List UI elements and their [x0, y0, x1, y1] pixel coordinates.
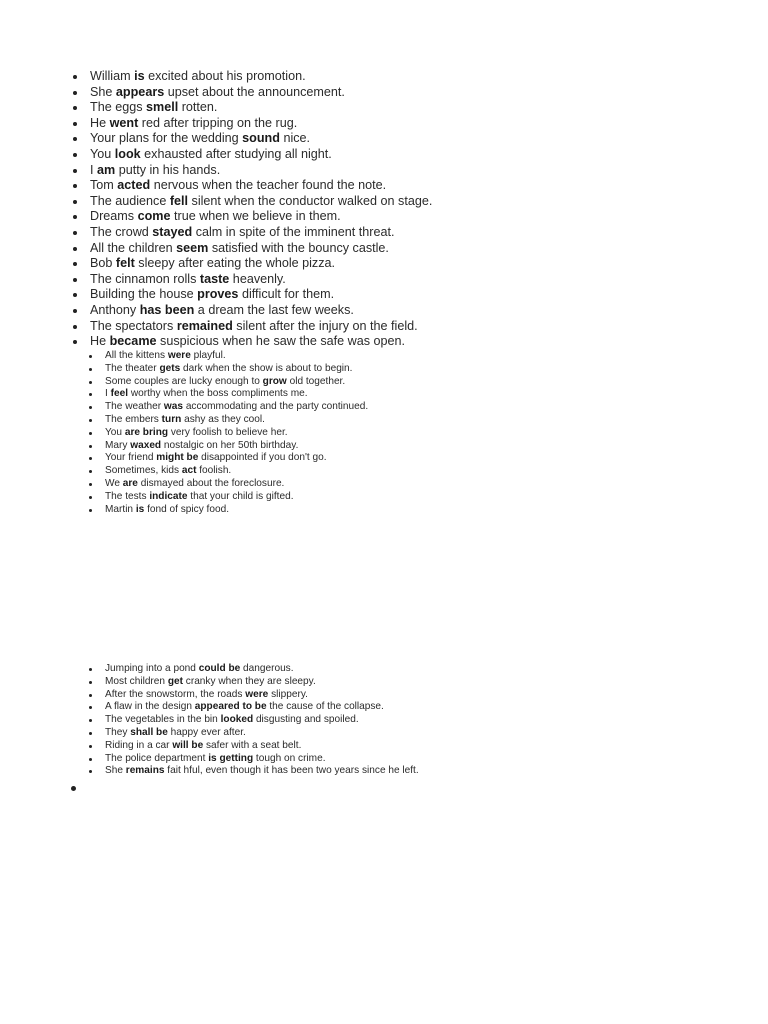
list-item: [90, 272, 432, 288]
linking-verb: fell: [169, 193, 189, 208]
list-item: [105, 491, 368, 504]
list-item: [90, 85, 432, 101]
linking-verb: were: [245, 688, 269, 700]
linking-verb: has been: [139, 302, 195, 317]
sentence-end: disgusting and spoiled.: [253, 714, 359, 726]
list-item: [90, 163, 432, 179]
sentence-end: satisfied with the bouncy castle.: [208, 240, 389, 255]
sentence-end: nostalgic on her 50th birthday.: [161, 439, 299, 451]
linking-verb: felt: [115, 256, 135, 271]
sentence-start: The police department: [105, 752, 209, 764]
linking-verb: taste: [199, 271, 230, 286]
empty-bullet: [71, 786, 76, 791]
sentence-start: All the children: [90, 240, 177, 255]
sentence-start: The spectators: [90, 318, 177, 333]
sentence-start: Anthony: [90, 302, 140, 317]
list-item: [105, 753, 419, 766]
linking-verb: act: [181, 465, 197, 477]
linking-verb: stayed: [152, 224, 193, 239]
sentence-end: exhausted after studying all night.: [140, 146, 332, 161]
sentence-end: worthy when the boss compliments me.: [128, 388, 308, 400]
list-item: [105, 363, 368, 376]
linking-verb: appears: [115, 84, 165, 99]
sentence-start: Your friend: [105, 452, 157, 464]
list-item: [105, 478, 368, 491]
list-item: [105, 740, 419, 753]
sentence-start: The embers: [105, 413, 162, 425]
linking-verb: was: [163, 401, 184, 413]
sentence-end: dismayed about the foreclosure.: [137, 477, 285, 489]
sentence-end: playful.: [190, 350, 226, 361]
sentence-start: He: [90, 115, 110, 130]
sentence-start: Some couples are lucky enough to: [105, 375, 263, 387]
list-item: [105, 701, 419, 714]
sentence-start: Tom: [90, 178, 118, 193]
linking-verb: are: [122, 477, 138, 489]
sentence-start: She: [90, 84, 116, 99]
list-item: [90, 334, 432, 350]
sentence-start: Jumping into a pond: [105, 663, 199, 674]
linking-verb: is: [135, 503, 145, 515]
list-item: [105, 504, 368, 517]
sentence-end: disappointed if you don't go.: [198, 452, 327, 464]
linking-verb: remained: [176, 318, 233, 333]
sentence-end: silent after the injury on the field.: [232, 318, 418, 333]
sentence-start: I: [105, 388, 111, 400]
sentence-end: ashy as they cool.: [181, 413, 265, 425]
sentence-end: slippery.: [268, 688, 308, 700]
sentence-end: excited about his promotion.: [144, 69, 306, 83]
list-item: [105, 376, 368, 389]
linking-verb: get: [167, 675, 183, 687]
list-item: [105, 452, 368, 465]
sentence-end: safer with a seat belt.: [203, 739, 302, 751]
sentence-start: All the kittens: [105, 350, 168, 361]
sentence-start: Bob: [90, 256, 116, 271]
linking-verb: feel: [110, 388, 129, 400]
sentence-start: I: [90, 162, 97, 177]
sentence-start: The vegetables in the bin: [105, 714, 221, 726]
sentence-end: happy ever after.: [167, 726, 246, 738]
list-item: [90, 147, 432, 163]
linking-verb: became: [109, 334, 157, 349]
sentence-end: foolish.: [196, 465, 232, 477]
sentence-list-small-1: [105, 350, 368, 516]
list-item: [90, 225, 432, 241]
linking-verb: acted: [117, 178, 151, 193]
linking-verb: is: [134, 69, 145, 83]
sentence-end: fond of spicy food.: [144, 503, 230, 515]
sentence-start: After the snowstorm, the roads: [105, 688, 246, 700]
list-item: [105, 465, 368, 478]
linking-verb: is getting: [208, 752, 254, 764]
list-item: [90, 194, 432, 210]
linking-verb: shall be: [130, 726, 168, 738]
sentence-end: dark when the show is about to begin.: [180, 362, 353, 374]
linking-verb: could be: [198, 663, 241, 674]
list-item: [105, 689, 419, 702]
sentence-start: The eggs: [90, 100, 147, 115]
linking-verb: might be: [156, 452, 199, 464]
sentence-list-large: [90, 69, 432, 350]
sentence-end: tough on crime.: [253, 752, 326, 764]
sentence-start: The theater: [105, 362, 160, 374]
sentence-end: fait hful, even though it has been two years since he left.: [164, 765, 419, 777]
sentence-end: true when we believe in them.: [170, 209, 341, 224]
sentence-end: rotten.: [178, 100, 218, 115]
linking-verb: turn: [161, 413, 182, 425]
list-item: [90, 241, 432, 257]
sentence-start: Martin: [105, 503, 136, 515]
sentence-start: They: [105, 726, 131, 738]
sentence-end: difficult for them.: [238, 287, 335, 302]
list-item: [105, 414, 368, 427]
sentence-end: heavenly.: [229, 271, 286, 286]
sentence-end: very foolish to believe her.: [168, 426, 288, 438]
sentence-end: calm in spite of the imminent threat.: [192, 224, 395, 239]
list-item: [105, 676, 419, 689]
sentence-end: nervous when the teacher found the note.: [150, 178, 387, 193]
sentence-start: He: [90, 334, 110, 349]
sentence-end: that your child is gifted.: [187, 490, 294, 502]
list-item: [90, 69, 432, 85]
list-item: [105, 765, 419, 778]
sentence-end: sleepy after eating the whole pizza.: [134, 256, 336, 271]
list-item: [105, 427, 368, 440]
sentence-start: You: [90, 146, 115, 161]
list-item: [90, 303, 432, 319]
linking-verb: sound: [242, 131, 280, 146]
linking-verb: gets: [159, 362, 181, 374]
list-item: [90, 256, 432, 272]
sentence-start: The audience: [90, 193, 170, 208]
linking-verb: went: [109, 115, 139, 130]
list-item: [90, 287, 432, 303]
sentence-start: You: [105, 426, 125, 438]
list-item: [90, 100, 432, 116]
sentence-start: Your plans for the wedding: [90, 131, 243, 146]
sentence-end: nice.: [279, 131, 311, 146]
sentence-start: Building the house: [90, 287, 198, 302]
linking-verb: appeared to be: [194, 701, 267, 713]
sentence-start: Riding in a car: [105, 739, 173, 751]
list-item: [90, 209, 432, 225]
sentence-end: red after tripping on the rug.: [138, 115, 298, 130]
list-item: [105, 388, 368, 401]
sentence-end: dangerous.: [240, 663, 294, 674]
list-item: [90, 131, 432, 147]
sentence-start: We: [105, 477, 123, 489]
list-item: [90, 319, 432, 335]
sentence-start: She: [105, 765, 126, 777]
sentence-start: The crowd: [90, 224, 153, 239]
sentence-end: a dream the last few weeks.: [194, 302, 354, 317]
sentence-start: William: [90, 69, 135, 83]
linking-verb: will be: [172, 739, 204, 751]
linking-verb: are bring: [124, 426, 169, 438]
linking-verb: grow: [262, 375, 287, 387]
sentence-start: The cinnamon rolls: [90, 271, 200, 286]
linking-verb: am: [97, 162, 116, 177]
sentence-end: upset about the announcement.: [164, 84, 345, 99]
linking-verb: look: [114, 146, 141, 161]
sentence-start: Sometimes, kids: [105, 465, 182, 477]
sentence-start: The tests: [105, 490, 150, 502]
list-item: [90, 116, 432, 132]
sentence-start: Most children: [105, 675, 168, 687]
list-item: [105, 714, 419, 727]
sentence-start: The weather: [105, 401, 164, 413]
sentence-end: suspicious when he saw the safe was open.: [156, 334, 406, 349]
sentence-end: old together.: [286, 375, 346, 387]
linking-verb: looked: [220, 714, 254, 726]
list-item: [105, 727, 419, 740]
linking-verb: proves: [197, 287, 239, 302]
linking-verb: remains: [125, 765, 165, 777]
sentence-end: putty in his hands.: [115, 162, 221, 177]
list-item: [105, 401, 368, 414]
sentence-end: cranky when they are sleepy.: [182, 675, 316, 687]
linking-verb: waxed: [130, 439, 162, 451]
list-item: [90, 178, 432, 194]
sentence-end: the cause of the collapse.: [266, 701, 384, 713]
sentence-start: A flaw in the design: [105, 701, 195, 713]
linking-verb: come: [137, 209, 171, 224]
sentence-end: accommodating and the party continued.: [183, 401, 369, 413]
sentence-start: Dreams: [90, 209, 138, 224]
linking-verb: indicate: [149, 490, 188, 502]
sentence-start: Mary: [105, 439, 131, 451]
sentence-list-small-2: [105, 663, 419, 778]
linking-verb: smell: [146, 100, 179, 115]
sentence-end: silent when the conductor walked on stage.: [188, 193, 433, 208]
linking-verb: seem: [176, 240, 209, 255]
list-item: [105, 350, 368, 363]
linking-verb: were: [167, 350, 191, 361]
list-item: [105, 440, 368, 453]
list-item: [105, 663, 419, 676]
